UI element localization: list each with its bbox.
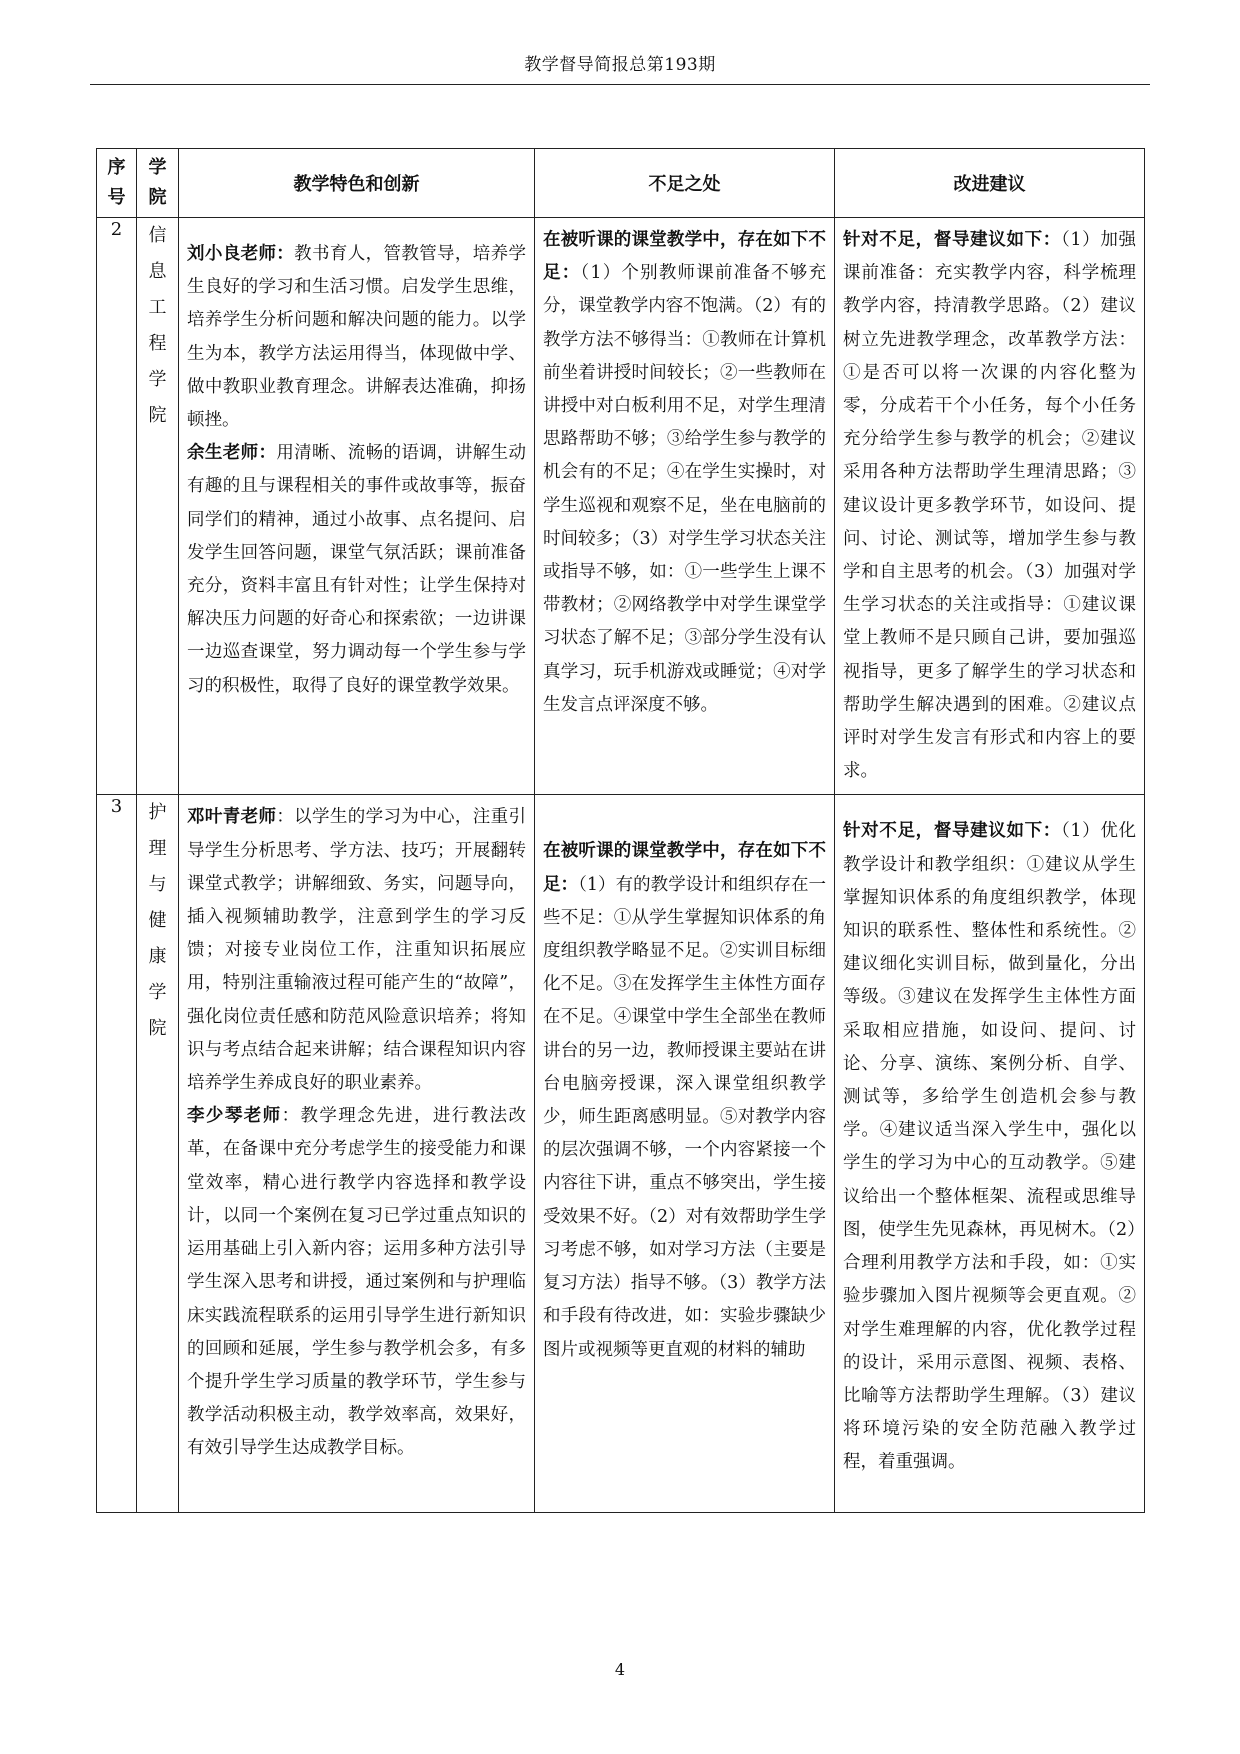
shortcomings-lead: 在被听课的课堂教学中，存在如下不足：: [543, 841, 826, 895]
supervision-table: [96, 148, 1145, 1513]
suggestions-text: [843, 815, 1136, 1479]
bulletin-header: 教学督导简报总第193期: [524, 55, 716, 75]
teacher-entry: [187, 1100, 526, 1465]
header-shortcomings: 不足之处: [535, 149, 835, 218]
suggestions-body: （1）加强课前准备：充实教学内容，科学梳理教学内容，持清教学思路。（2）建议树立先进教学理念，改革教学方法：①是否可以将一次课的内容化整为零，分成若干个小任务，每个小任务充分给学生参与教学的机会；②建议采用各种方法帮助学生理清思路；③建议设计更多教学环节，如设问、提问、讨论、测试等，增加学生参与教学和自主思考的机会。（3）加强对学生学习状态的关注或指导：①建议课堂上教师不是只顾自己讲，要加强巡视指导，更多了解学生的学习状态和帮助学生解决遇到的困难。②建议点评时对学生发言有形式和内容上的要求。: [843, 230, 1137, 782]
teacher-entry: [187, 238, 526, 437]
teacher-name: 邓叶青老师: [187, 807, 277, 828]
row-college: [137, 795, 179, 1513]
suggestions-lead: 针对不足，督导建议如下：: [843, 230, 1061, 250]
row-seq: 3: [97, 795, 137, 1513]
college-name: 信息工程学院: [148, 225, 167, 426]
teacher-comment: 教书育人，管教管导，培养学生良好的学习和生活习惯。启发学生思维，培养学生分析问题和解决问题的能力。以学生为本，教学方法运用得当，体现做中学、做中教职业教育理念。讲解表达准确，抑扬顿挫。: [187, 244, 527, 431]
teacher-comment: 用清晰、流畅的语调，讲解生动有趣的且与课程相关的事件或故事等，振奋同学们的精神，通过小故事、点名提问、启发学生回答问题，课堂气氛活跃；课前准备充分，资料丰富且有针对性；让学生保持对解决压力问题的好奇心和探索欲；一边讲课一边巡查课堂，努力调动每一个学生参与学习的积极性，取得了良好的课堂教学效果。: [187, 443, 527, 696]
teacher-comment: ：教学理念先进，进行教法改革，在备课中充分考虑学生的接受能力和课堂效率，精心进行教学内容选择和教学设计，以同一个案例在复习已学过重点知识的运用基础上引入新内容；运用多种方法引导学生深入思考和讲授，通过案例和与护理临床实践流程联系的运用引导学生进行新知识的回顾和延展，学生参与教学机会多，有多个提升学生学习质量的教学环节，学生参与教学活动积极主动，教学效率高，效果好，有效引导学生达成教学目标。: [187, 1106, 527, 1459]
suggestions-cell: [835, 218, 1145, 795]
header-suggestions: 改进建议: [835, 149, 1145, 218]
shortcomings-body: （1）个别教师课前准备不够充分，课堂教学内容不饱满。（2）有的教学方法不够得当：①教师在计算机前坐着讲授时间较长；②一些教师在讲授中对白板利用不足，对学生理清思路帮助不够；③给学生参与教学的机会有的不足；④在学生实操时，对学生巡视和观察不足，坐在电脑前的时间较多；（3）对学生学习状态关注或指导不够，如：①一些学生上课不带教材；②网络教学中对学生课堂学习状态了解不足；③部分学生没有认真学习，玩手机游戏或睡觉；④对学生发言点评深度不够。: [543, 263, 826, 715]
shortcomings-cell: [535, 795, 835, 1513]
features-cell: [179, 218, 535, 795]
header-seq-label: 序号: [107, 157, 126, 208]
header-college: [137, 149, 179, 218]
shortcomings-body: （1）有的教学设计和组织存在一些不足：①从学生掌握知识体系的角度组织教学略显不足。②实训目标细化不足。③在发挥学生主体性方面存在不足。④课堂中学生全部坐在教师讲台的另一边，教师授课主要站在讲台电脑旁授课，深入课堂组织教学少，师生距离感明显。⑤对教学内容的层次强调不够，一个内容紧接一个内容往下讲，重点不够突出，学生接受效果不好。（2）对有效帮助学生学习考虑不够，如对学习方法（主要是复习方法）指导不够。（3）教学方法和手段有待改进，如：实验步骤缺少图片或视频等更直观的材料的辅助: [543, 874, 826, 1360]
suggestions-cell: [835, 795, 1145, 1513]
teacher-entry: [187, 801, 526, 1100]
teacher-name: 余生老师：: [187, 443, 277, 464]
shortcomings-text: [543, 835, 826, 1366]
shortcomings-text: [543, 224, 826, 722]
teacher-entry: [187, 437, 526, 703]
table-header-row: [97, 149, 1145, 218]
college-name: 护理与健康学院: [148, 802, 167, 1040]
header-seq: [97, 149, 137, 218]
features-cell: [179, 795, 535, 1513]
header-features: 教学特色和创新: [179, 149, 535, 218]
teacher-name: 李少琴老师: [187, 1106, 282, 1127]
table-row: [97, 795, 1145, 1513]
teacher-comment: ：以学生的学习为中心，注重引导学生分析思考、学方法、技巧；开展翻转课堂式教学；讲解细致、务实，问题导向，插入视频辅助教学，注意到学生的学习反馈；对接专业岗位工作，注重知识拓展应用，特别注重输液过程可能产生的“故障”，强化岗位责任感和防范风险意识培养；将知识与考点结合起来讲解；结合课程知识内容培养学生养成良好的职业素养。: [187, 807, 527, 1094]
row-college: [137, 218, 179, 795]
suggestions-text: [843, 224, 1136, 788]
shortcomings-cell: [535, 218, 835, 795]
shortcomings-lead: 在被听课的课堂教学中，存在如下不足：: [543, 230, 826, 284]
page-number: 4: [614, 1660, 626, 1679]
row-seq: 2: [97, 218, 137, 795]
suggestions-body: （1）优化教学设计和教学组织：①建议从学生掌握知识体系的角度组织教学，体现知识的联系性、整体性和系统性。②建议细化实训目标，做到量化，分出等级。③建议在发挥学生主体性方面采取相应措施，如设问、提问、讨论、分享、演练、案例分析、自学、测试等，多给学生创造机会参与教学。④建议适当深入学生中，强化以学生的学习为中心的互动教学。⑤建议给出一个整体框架、流程或思维导图，使学生先见森林，再见树木。（2）合理利用教学方法和手段，如：①实验步骤加入图片视频等会更直观。②对学生难理解的内容，优化教学过程的设计，采用示意图、视频、表格、比喻等方法帮助学生理解。（3）建议将环境污染的安全防范融入教学过程，着重强调。: [843, 821, 1137, 1473]
header-rule: [90, 84, 1150, 85]
header-college-label: 学院: [148, 157, 167, 208]
suggestions-lead: 针对不足，督导建议如下：: [843, 821, 1061, 842]
teacher-name: 刘小良老师：: [187, 244, 295, 264]
table-row: [97, 218, 1145, 795]
